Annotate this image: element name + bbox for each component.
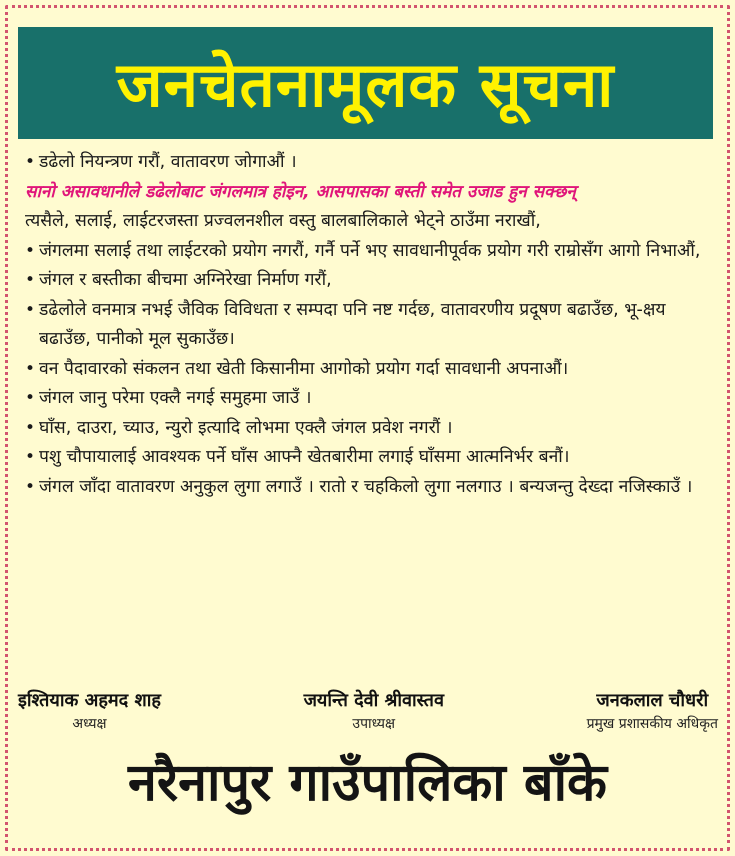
- paragraph-5: • डढेलोले वनमात्र नभई जैविक विविधता र सम्पदा पनि नष्ट गर्दछ, वातावरणीय प्रदूषण बढाउँछ, भू-क्षय बढाउँछ, पानीको मूल सुकाउँछ।: [25, 296, 715, 355]
- notice-title: जनचेतनामूलक सूचना: [116, 48, 615, 121]
- paragraph-3: • जंगलमा सलाई तथा लाईटरको प्रयोग नगरौं, गर्नै पर्ने भए सावधानीपूर्वक प्रयोग गरी राम्रोसँग आगो निभाऔं,: [25, 237, 715, 267]
- paragraph-7: • जंगल जानु परेमा एक्लै नगई समुहमा जाउँ ।: [25, 384, 715, 414]
- bullet-icon: •: [25, 476, 36, 497]
- paragraph-9: • पशु चौपायालाई आवश्यक पर्ने घाँस आफ्नै खेतबारीमा लगाई घाँसमा आत्मनिर्भर बनौं।: [25, 443, 715, 473]
- paragraph-0: • डढेलो नियन्त्रण गरौं, वातावरण जोगाऔं ।: [25, 148, 715, 178]
- signatory-vice-chairperson: [304, 688, 444, 733]
- paragraph-1-emphasis: सानो असावधानीले डढेलोबाट जंगलमात्र होइन, आसपासका बस्ती समेत उजाड हुन सक्छन्: [25, 181, 576, 202]
- bullet-icon: •: [25, 417, 36, 438]
- signatory-role: प्रमुख प्रशासकीय अधिकृत: [586, 716, 718, 732]
- signatory-name: जयन्ति देवी श्रीवास्तव: [303, 690, 444, 711]
- paragraph-8: • घाँस, दाउरा, च्याउ, न्युरो इत्यादि लोभमा एक्लै जंगल प्रवेश नगरौं ।: [25, 414, 715, 444]
- bullet-icon: •: [25, 240, 36, 261]
- signatory-role: अध्यक्ष: [72, 716, 107, 732]
- bullet-icon: •: [25, 270, 36, 290]
- bullet-icon: •: [25, 152, 36, 172]
- bullet-icon: •: [25, 388, 36, 408]
- bullet-icon: •: [25, 358, 36, 379]
- paragraph-4: • जंगल र बस्तीका बीचमा अग्निरेखा निर्माण गरौं,: [25, 266, 715, 296]
- municipality-name: नरैनापुर गाउँपालिका बाँके: [128, 753, 607, 813]
- signatory-name: जनकलाल चौधरी: [596, 690, 709, 711]
- notice-body: [25, 148, 715, 502]
- bullet-icon: •: [25, 447, 36, 467]
- paragraph-6: • वन पैदावारको संकलन तथा खेती किसानीमा आगोको प्रयोग गर्दा सावधानी अपनाऔं।: [25, 355, 715, 385]
- paragraph-10: • जंगल जाँदा वातावरण अनुकुल लुगा लगाउँ । रातो र चहकिलो लुगा नलगाउ । बन्यजन्तु देख्दा नजिस्काउँ ।: [25, 473, 715, 503]
- signatory-name: इश्तियाक अहमद शाह: [18, 690, 161, 711]
- bullet-icon: •: [25, 299, 36, 320]
- signatory-chairperson: [18, 688, 161, 733]
- signatory-role: उपाध्यक्ष: [352, 716, 396, 732]
- signatory-chief-officer: [587, 688, 718, 733]
- title-banner: [18, 27, 713, 139]
- paragraph-2: त्यसैले, सलाई, लाईटरजस्ता प्रज्वलनशील वस्तु बालबालिकाले भेट्ने ठाउँमा नराखौं,: [25, 211, 541, 231]
- signatories: [18, 688, 718, 733]
